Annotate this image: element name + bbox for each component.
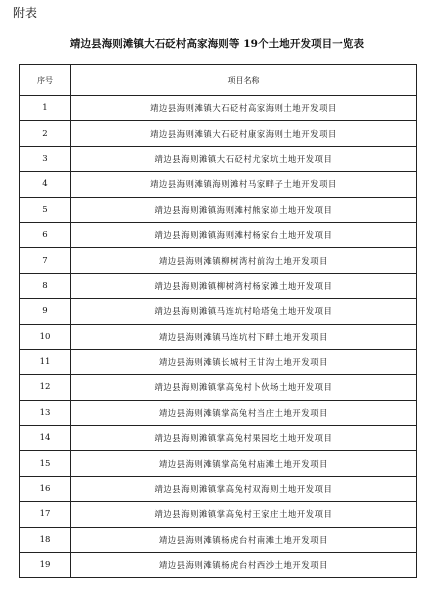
row-project-name: 靖边县海则滩镇掌高兔村卜伙场土地开发项目 bbox=[71, 375, 417, 400]
row-project-name: 靖边县海则滩镇马连坑村下畔土地开发项目 bbox=[71, 324, 417, 349]
row-project-name: 靖边县海则滩镇掌高兔村庙滩土地开发项目 bbox=[71, 451, 417, 476]
table-row bbox=[20, 324, 417, 349]
row-serial-number: 12 bbox=[20, 375, 71, 400]
row-serial-number: 3 bbox=[20, 146, 71, 171]
table-row bbox=[20, 146, 417, 171]
row-project-name: 靖边县海则滩镇柳树湾村前沟土地开发项目 bbox=[71, 248, 417, 273]
row-project-name: 靖边县海则滩镇掌高兔村双海则土地开发项目 bbox=[71, 476, 417, 501]
row-serial-number: 7 bbox=[20, 248, 71, 273]
row-project-name: 靖边县海则滩镇海则滩村杨家台土地开发项目 bbox=[71, 222, 417, 247]
table-row bbox=[20, 451, 417, 476]
table-header-row bbox=[20, 65, 417, 96]
table-row bbox=[20, 299, 417, 324]
table-row bbox=[20, 349, 417, 374]
table-row bbox=[20, 172, 417, 197]
document-title: 靖边县海则滩镇大石砭村高家海则等 19个土地开发项目一览表 bbox=[69, 38, 365, 50]
row-serial-number: 11 bbox=[20, 349, 71, 374]
table-body bbox=[20, 96, 417, 578]
table-row bbox=[20, 248, 417, 273]
row-serial-number: 10 bbox=[20, 324, 71, 349]
row-project-name: 靖边县海则滩镇马连坑村哈塔兔土地开发项目 bbox=[71, 299, 417, 324]
row-serial-number: 4 bbox=[20, 172, 71, 197]
row-serial-number: 18 bbox=[20, 527, 71, 552]
row-project-name: 靖边县海则滩镇掌高兔村当庄土地开发项目 bbox=[71, 400, 417, 425]
row-project-name: 靖边县海则滩镇大石砭村高家海则土地开发项目 bbox=[71, 96, 417, 121]
row-serial-number: 2 bbox=[20, 121, 71, 146]
table-row bbox=[20, 375, 417, 400]
table-row bbox=[20, 502, 417, 527]
row-serial-number: 6 bbox=[20, 222, 71, 247]
table-row bbox=[20, 273, 417, 298]
header-project-name: 项目名称 bbox=[71, 65, 417, 96]
annex-label: 附表 bbox=[13, 6, 38, 20]
row-serial-number: 17 bbox=[20, 502, 71, 527]
row-project-name: 靖边县海则滩镇掌高兔村果园圪土地开发项目 bbox=[71, 426, 417, 451]
row-project-name: 靖边县海则滩镇海则滩村马家畔子土地开发项目 bbox=[71, 172, 417, 197]
row-project-name: 靖边县海则滩镇掌高兔村王家庄土地开发项目 bbox=[71, 502, 417, 527]
row-project-name: 靖边县海则滩镇海则滩村熊家峁土地开发项目 bbox=[71, 197, 417, 222]
table-row bbox=[20, 121, 417, 146]
table-row bbox=[20, 476, 417, 501]
row-project-name: 靖边县海则滩镇长城村王甘沟土地开发项目 bbox=[71, 349, 417, 374]
row-serial-number: 1 bbox=[20, 96, 71, 121]
header-serial-number: 序号 bbox=[20, 65, 71, 96]
row-project-name: 靖边县海则滩镇杨虎台村南滩土地开发项目 bbox=[71, 527, 417, 552]
table-row bbox=[20, 197, 417, 222]
row-serial-number: 5 bbox=[20, 197, 71, 222]
row-serial-number: 13 bbox=[20, 400, 71, 425]
row-serial-number: 14 bbox=[20, 426, 71, 451]
table-row bbox=[20, 400, 417, 425]
table-row bbox=[20, 426, 417, 451]
table-row bbox=[20, 553, 417, 578]
project-table bbox=[19, 64, 417, 578]
row-serial-number: 16 bbox=[20, 476, 71, 501]
table-row bbox=[20, 527, 417, 552]
row-project-name: 靖边县海则滩镇大石砭村康家海则土地开发项目 bbox=[71, 121, 417, 146]
row-project-name: 靖边县海则滩镇柳树湾村杨家滩土地开发项目 bbox=[71, 273, 417, 298]
row-project-name: 靖边县海则滩镇杨虎台村西沙土地开发项目 bbox=[71, 553, 417, 578]
row-serial-number: 8 bbox=[20, 273, 71, 298]
table-row bbox=[20, 96, 417, 121]
row-serial-number: 15 bbox=[20, 451, 71, 476]
table-row bbox=[20, 222, 417, 247]
row-serial-number: 19 bbox=[20, 553, 71, 578]
row-serial-number: 9 bbox=[20, 299, 71, 324]
row-project-name: 靖边县海则滩镇大石砭村尤家坑土地开发项目 bbox=[71, 146, 417, 171]
